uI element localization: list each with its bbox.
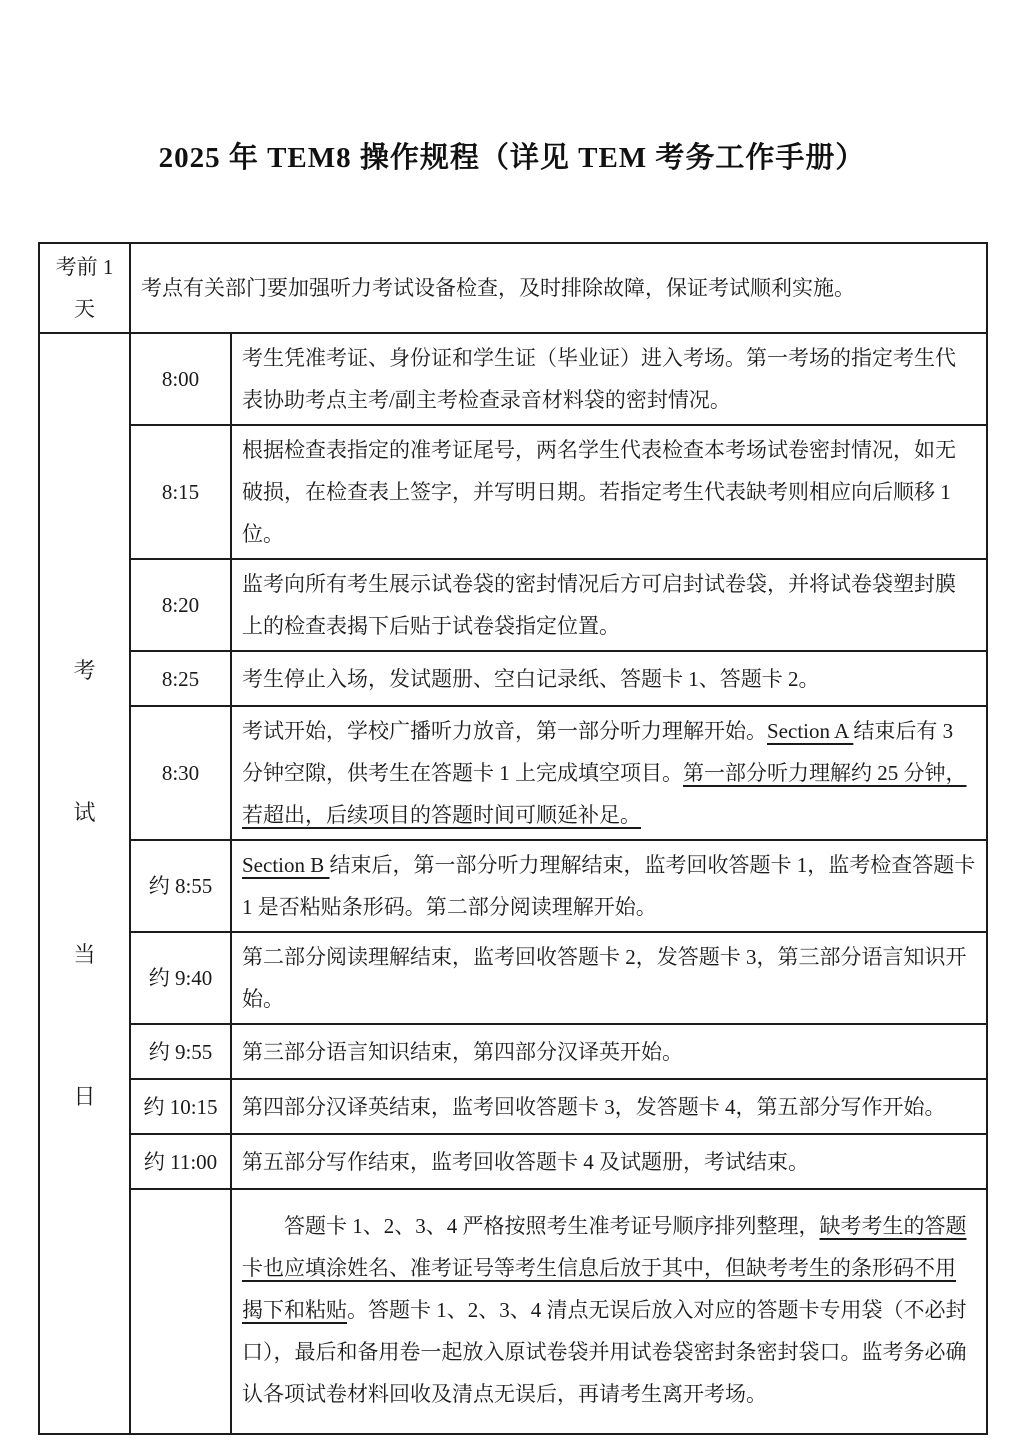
procedure-text <box>242 563 976 647</box>
text-segment: 答题卡 1、2、3、4 严格按照考生准考证号顺序排列整理， <box>284 1214 820 1238</box>
procedure-text <box>242 936 976 1020</box>
text-segment: 考试开始，学校广播听力放音，第一部分听力理解开始。 <box>242 719 767 743</box>
text-segment: 考生凭准考证、身份证和学生证（毕业证）进入考场。第一考场的指定考生代表协助考点主考/副主考检查录音材料袋的密封情况。 <box>242 346 956 412</box>
time-cell: 8:30 <box>130 706 231 840</box>
underlined-text: 缺考考生的答题卡也应填涂姓名、准考证号等考生信息后放于其中，但缺考考生的条形码不用揭下和粘贴 <box>242 1214 967 1322</box>
schedule-row <box>39 1134 987 1189</box>
procedure-cell <box>231 1134 987 1189</box>
text-segment: 。答题卡 1、2、3、4 清点无误后放入对应的答题卡专用袋（不必封口），最后和备用卷一起放入原试卷袋并用试卷袋密封条密封袋口。监考务必确认各项试卷材料回收及清点无误后，再请考生离开考场。 <box>242 1298 967 1406</box>
procedure-text <box>242 1141 976 1183</box>
procedure-text <box>242 1205 974 1415</box>
time-cell: 8:25 <box>130 651 231 706</box>
procedure-text <box>242 337 976 421</box>
procedure-cell <box>231 840 987 932</box>
day-before-row <box>39 243 987 333</box>
procedure-text <box>242 710 976 836</box>
procedure-cell <box>231 932 987 1024</box>
procedure-cell <box>231 651 987 706</box>
text-segment: 结束后，第一部分听力理解结束，监考回收答题卡 1，监考检查答题卡 1 是否粘贴条形码。第二部分阅读理解开始。 <box>242 853 976 919</box>
procedure-cell <box>231 1079 987 1134</box>
schedule-row <box>39 559 987 651</box>
text-segment: 第五部分写作结束，监考回收答题卡 4 及试题册，考试结束。 <box>242 1149 809 1174</box>
exam-day-char: 试 <box>73 799 96 825</box>
text-segment: 监考向所有考生展示试卷袋的密封情况后方可启封试卷袋，并将试卷袋塑封膜上的检查表揭下后贴于试卷袋指定位置。 <box>242 572 956 638</box>
exam-day-label <box>39 333 130 1434</box>
day-before-content: 考点有关部门要加强听力考试设备检查，及时排除故障，保证考试顺利实施。 <box>130 243 987 333</box>
time-cell: 约 8:55 <box>130 840 231 932</box>
procedure-text <box>242 1086 976 1128</box>
procedure-cell <box>231 425 987 559</box>
exam-day-char: 当 <box>73 941 96 967</box>
procedure-cell <box>231 1024 987 1079</box>
procedure-text <box>242 1031 976 1073</box>
final-instructions-row <box>39 1189 987 1434</box>
procedure-cell <box>231 706 987 840</box>
exam-day-char: 考 <box>73 657 96 683</box>
time-cell <box>130 1189 231 1434</box>
schedule-row <box>39 1079 987 1134</box>
time-cell: 8:20 <box>130 559 231 651</box>
underlined-text: Section A <box>767 719 854 743</box>
text-segment: 根据检查表指定的准考证尾号，两名学生代表检查本考场试卷密封情况，如无破损，在检查表上签字，并写明日期。若指定考生代表缺考则相应向后顺移 1 位。 <box>242 438 956 546</box>
text-segment: 结束后有 3 分钟空隙，供考生在答题卡 1 上完成填空项目。 <box>242 719 954 785</box>
schedule-row <box>39 706 987 840</box>
underlined-text: Section B <box>242 853 330 877</box>
time-cell: 约 10:15 <box>130 1079 231 1134</box>
procedure-text <box>242 429 976 555</box>
time-cell: 8:00 <box>130 333 231 425</box>
schedule-table <box>38 242 988 1435</box>
procedure-text <box>242 658 976 700</box>
time-cell: 约 11:00 <box>130 1134 231 1189</box>
underlined-text: 第一部分听力理解约 25 分钟，若超出，后续项目的答题时间可顺延补足。 <box>242 761 967 827</box>
exam-day-vertical-text <box>41 650 128 1118</box>
procedure-cell <box>231 333 987 425</box>
exam-day-char: 日 <box>73 1083 96 1109</box>
procedure-text <box>242 844 976 928</box>
procedure-cell <box>231 1189 987 1434</box>
time-cell: 约 9:40 <box>130 932 231 1024</box>
day-before-label: 考前 1 天 <box>39 243 130 333</box>
time-cell: 约 9:55 <box>130 1024 231 1079</box>
text-segment: 第二部分阅读理解结束，监考回收答题卡 2，发答题卡 3，第三部分语言知识开始。 <box>242 945 967 1011</box>
schedule-row <box>39 1024 987 1079</box>
time-cell: 8:15 <box>130 425 231 559</box>
schedule-row <box>39 425 987 559</box>
page-title: 2025 年 TEM8 操作规程（详见 TEM 考务工作手册） <box>158 142 866 174</box>
schedule-row <box>39 932 987 1024</box>
text-segment: 第四部分汉译英结束，监考回收答题卡 3，发答题卡 4，第五部分写作开始。 <box>242 1094 946 1119</box>
schedule-row <box>39 333 987 425</box>
schedule-row <box>39 840 987 932</box>
text-segment: 考生停止入场，发试题册、空白记录纸、答题卡 1、答题卡 2。 <box>242 666 820 691</box>
text-segment: 第三部分语言知识结束，第四部分汉译英开始。 <box>242 1039 683 1064</box>
procedure-cell <box>231 559 987 651</box>
schedule-row <box>39 651 987 706</box>
